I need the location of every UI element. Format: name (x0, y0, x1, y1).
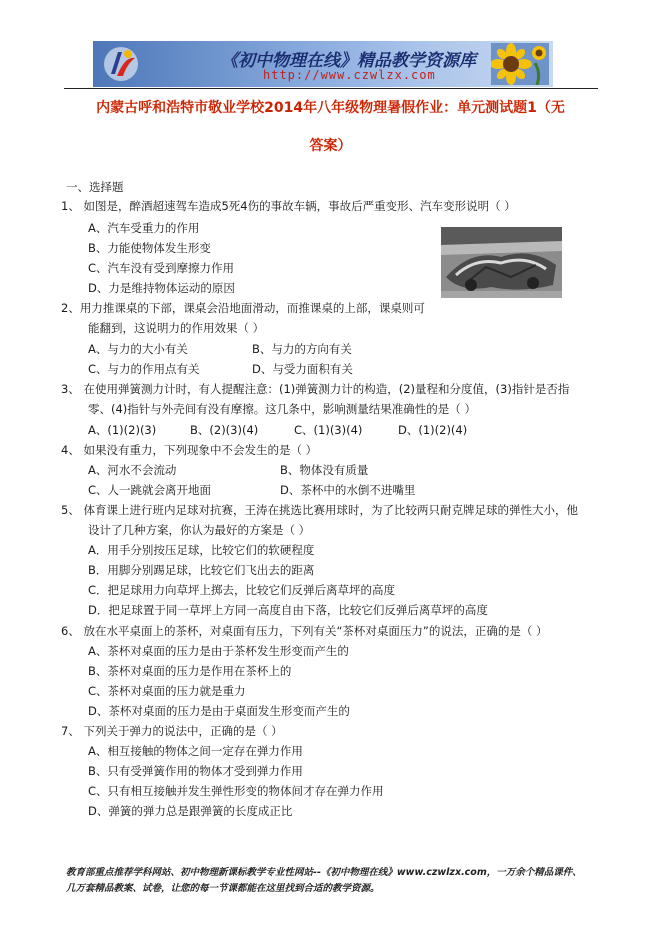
section-heading: 一、选择题 (66, 180, 124, 194)
option-a: A、与力的大小有关 (88, 342, 188, 356)
option-a: A．用手分别按压足球，比较它们的软硬程度 (88, 543, 315, 557)
question-stem-continued: 能翻到，这说明力的作用效果（ ） (88, 321, 265, 335)
question-stem: 2、用力推课桌的下部，课桌会沿地面滑动，而推课桌的上部，课桌则可 (61, 301, 425, 315)
option-b: B、力能使物体发生形变 (88, 241, 211, 255)
site-logo-icon (101, 44, 141, 84)
option-d: D、与受力面积有关 (252, 362, 353, 376)
banner-url[interactable]: http://www.czwlzx.com (263, 68, 436, 82)
option-d: D．把足球置于同一草坪上方同一高度自由下落，比较它们反弹后离草坪的高度 (88, 603, 488, 617)
option-a: A、河水不会流动 (88, 463, 177, 477)
option-a: A、相互接触的物体之间一定存在弹力作用 (88, 744, 303, 758)
option-c: C、(1)(3)(4) (294, 423, 363, 437)
option-b: B、物体没有质量 (280, 463, 369, 477)
question-stem-continued: 设计了几种方案，你认为最好的方案是（ ） (88, 523, 311, 537)
option-a: A、(1)(2)(3) (88, 423, 157, 437)
option-b: B、与力的方向有关 (252, 342, 352, 356)
option-c: C、茶杯对桌面的压力就是重力 (88, 684, 246, 698)
question-stem: 7、 下列关于弹力的说法中，正确的是（ ） (61, 724, 283, 738)
document-title: 内蒙古呼和浩特市敬业学校2014年八年级物理暑假作业：单元测试题1（无 (96, 100, 565, 116)
option-c: C、只有相互接触并发生弹性形变的物体间才存在弹力作用 (88, 784, 384, 798)
question-stem: 3、 在使用弹簧测力计时，有人提醒注意：(1)弹簧测力计的构造，(2)量程和分度值，(3)指针是否指 (61, 382, 570, 396)
option-b: B、只有受弹簧作用的物体才受到弹力作用 (88, 764, 303, 778)
question-stem: 4、 如果没有重力，下列现象中不会发生的是（ ） (61, 443, 318, 457)
header-banner (93, 41, 553, 87)
document-title-continued: 答案） (309, 138, 352, 154)
option-d: D、茶杯中的水倒不进嘴里 (280, 483, 416, 497)
option-d: D、(1)(2)(4) (398, 423, 468, 437)
wrecked-car-photo (441, 227, 562, 298)
option-b: B．用脚分别踢足球，比较它们飞出去的距离 (88, 563, 315, 577)
question-stem-continued: 零、(4)指针与外壳间有没有摩擦。这几条中，影响测量结果准确性的是（ ） (88, 402, 476, 416)
option-d: D、力是维持物体运动的原因 (88, 281, 235, 295)
question-stem: 1、 如图是，醉酒超速驾车造成5死4伤的事故车辆，事故后严重变形、汽车变形说明（ ） (61, 199, 516, 213)
question-stem: 5、 体育课上进行班内足球对抗赛，王涛在挑选比赛用球时，为了比较两只耐克牌足球的弹性大小，他 (61, 503, 578, 517)
option-d: D、茶杯对桌面的压力是由于桌面发生形变而产生的 (88, 704, 350, 718)
option-c: C、人一跳就会离开地面 (88, 483, 212, 497)
option-c: C、与力的作用点有关 (88, 362, 200, 376)
option-b: B、茶杯对桌面的压力是作用在茶杯上的 (88, 664, 292, 678)
banner-title: 《初中物理在线》精品教学资源库 (221, 51, 476, 71)
option-a: A、汽车受重力的作用 (88, 221, 200, 235)
option-c: C、汽车没有受到摩擦力作用 (88, 261, 235, 275)
option-d: D、弹簧的弹力总是跟弹簧的长度成正比 (88, 804, 293, 818)
option-c: C．把足球用力向草坪上掷去，比较它们反弹后离草坪的高度 (88, 583, 396, 597)
question-stem: 6、 放在水平桌面上的茶杯，对桌面有压力，下列有关“茶杯对桌面压力”的说法，正确的是（ ） (61, 624, 548, 638)
sunflower-icon (491, 43, 549, 85)
footer-line: 教育部重点推荐学科网站、初中物理新课标教学专业性网站--《初中物理在线》www.czwlzx.com，一万余个精品课件、 (66, 867, 582, 878)
header-rule (64, 88, 598, 89)
option-a: A、茶杯对桌面的压力是由于茶杯发生形变而产生的 (88, 644, 349, 658)
footer-line: 几万套精品教案、试卷，让您的每一节课都能在这里找到合适的教学资源。 (66, 883, 380, 894)
option-b: B、(2)(3)(4) (190, 423, 259, 437)
